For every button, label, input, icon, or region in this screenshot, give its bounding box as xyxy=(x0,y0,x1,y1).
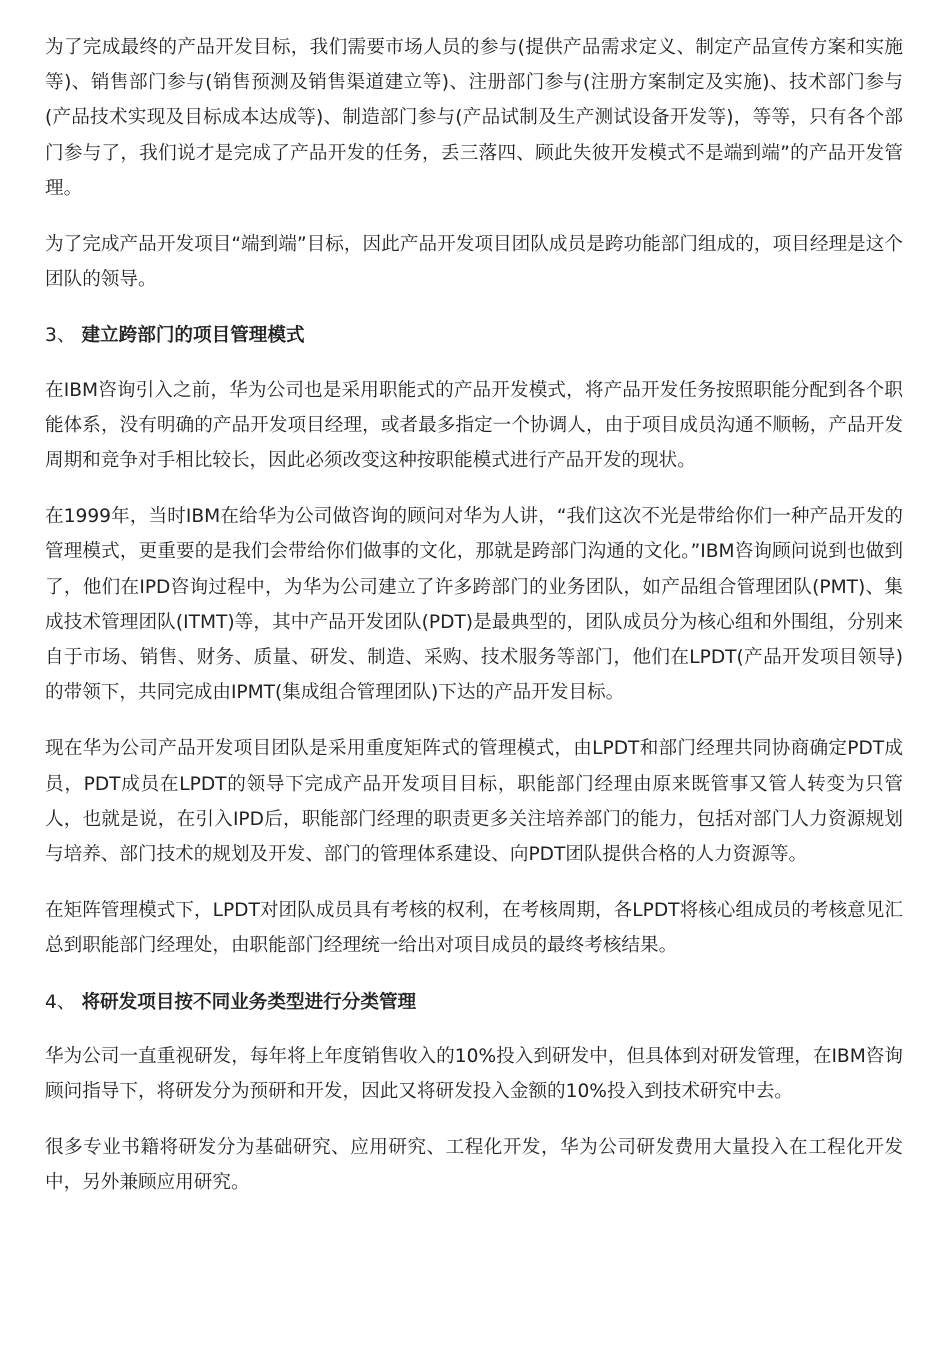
paragraph-ibm-1999: 在1999年，当时IBM在给华为公司做咨询的顾问对华为人讲，“我们这次不光是带给你们一种产品开发的管理模式，更重要的是我们会带给你们做事的文化，那就是跨部门沟通的文化。”IBM咨询顾问说到也做到了，他们在IPD咨询过程中，为华为公司建立了许多跨部门的业务团队，如产品组合管理团队(PMT)、集成技术管理团队(ITMT)等，其中产品开发团队(PDT)是最典型的，团队成员分为核心组和外围组，分别来自于市场、销售、财务、质量、研发、制造、采购、技术服务等部门，他们在LPDT(产品开发项目领导)的带领下，共同完成由IPMT(集成组合管理团队)下达的产品开发目标。 xyxy=(45,506,903,704)
paragraph-cross-functional-team: 为了完成产品开发项目“端到端”目标，因此产品开发项目团队成员是跨功能部门组成的，项目经理是这个团队的领导。 xyxy=(45,234,903,291)
paragraph-matrix-mode: 现在华为公司产品开发项目团队是采用重度矩阵式的管理模式，由LPDT和部门经理共同协商确定PDT成员，PDT成员在LPDT的领导下完成产品开发项目目标，职能部门经理由原来既管事又管人转变为只管人，也就是说，在引入IPD后，职能部门经理的职责更多关注培养部门的能力，包括对部门人力资源规划与培养、部门技术的规划及开发、部门的管理体系建设、向PDT团队提供合格的人力资源等。 xyxy=(45,738,903,866)
paragraph-rd-categories: 很多专业书籍将研发分为基础研究、应用研究、工程化开发，华为公司研发费用大量投入在工程化开发中，另外兼顾应用研究。 xyxy=(45,1137,903,1194)
section-title: 建立跨部门的项目管理模式 xyxy=(81,325,305,347)
paragraph-rd-investment: 华为公司一直重视研发，每年将上年度销售收入的10%投入到研发中，但具体到对研发管理，在IBM咨询顾问指导下，将研发分为预研和开发，因此又将研发投入金额的10%投入到技术研究中去。 xyxy=(45,1045,903,1103)
paragraph-end-to-end-participation: 为了完成最终的产品开发目标，我们需要市场人员的参与(提供产品需求定义、制定产品宣传方案和实施等)、销售部门参与(销售预测及销售渠道建立等)、注册部门参与(注册方案制定及实施)、技术部门参与(产品技术实现及目标成本达成等)、制造部门参与(产品试制及生产测试设备开发等)，等等，只有各个部门参与了，我们说才是完成了产品开发的任务，丢三落四、顾此失彼开发模式不是端到端”的产品开发管理。 xyxy=(45,37,903,199)
section-number: 3、 xyxy=(45,325,76,347)
section-heading-3 xyxy=(45,318,903,353)
section-title: 将研发项目按不同业务类型进行分类管理 xyxy=(81,991,417,1013)
section-heading-4 xyxy=(45,985,903,1020)
article-body xyxy=(45,30,903,1222)
paragraph-before-ibm: 在IBM咨询引入之前，华为公司也是采用职能式的产品开发模式，将产品开发任务按照职能分配到各个职能体系，没有明确的产品开发项目经理，或者最多指定一个协调人，由于项目成员沟通不顺畅，产品开发周期和竞争对手相比较长，因此必须改变这种按职能模式进行产品开发的现状。 xyxy=(45,379,903,472)
section-number: 4、 xyxy=(45,991,76,1013)
paragraph-lpdt-assessment: 在矩阵管理模式下，LPDT对团队成员具有考核的权利，在考核周期，各LPDT将核心组成员的考核意见汇总到职能部门经理处，由职能部门经理统一给出对项目成员的最终考核结果。 xyxy=(45,900,903,957)
